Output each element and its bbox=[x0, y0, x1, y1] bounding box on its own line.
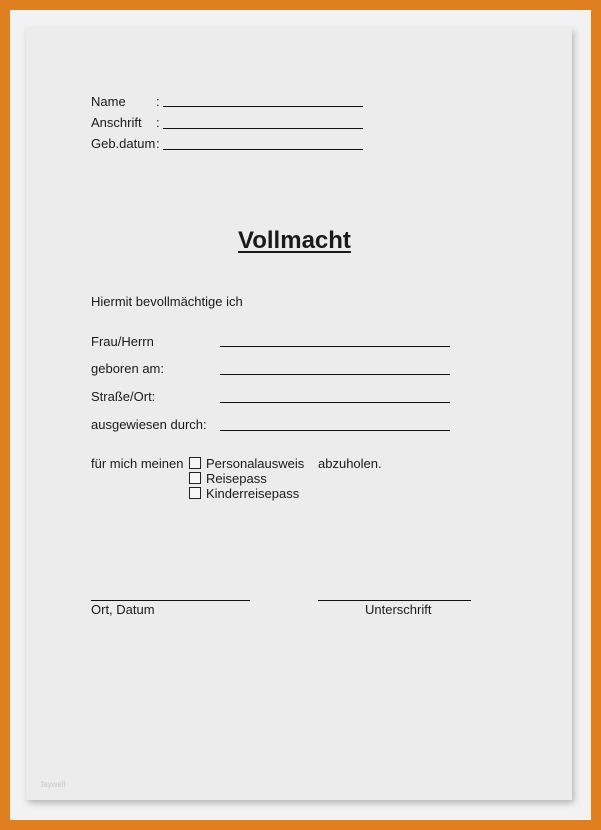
unterschrift-label: Unterschrift bbox=[365, 602, 432, 617]
personalausweis-label: Personalausweis bbox=[206, 456, 305, 471]
ausgewiesen-field[interactable] bbox=[220, 430, 450, 431]
strasse-ort-field[interactable] bbox=[220, 402, 450, 403]
purpose-prefix: für mich meinen bbox=[91, 456, 184, 471]
geboren-am-field[interactable] bbox=[220, 374, 450, 375]
gebdatum-colon: : bbox=[156, 136, 160, 151]
gebdatum-field[interactable] bbox=[163, 149, 363, 150]
personalausweis-checkbox[interactable] bbox=[189, 457, 201, 469]
frau-herrn-field[interactable] bbox=[220, 346, 450, 347]
intro-text: Hiermit bevollmächtige ich bbox=[91, 294, 243, 309]
purpose-suffix: abzuholen. bbox=[318, 456, 382, 471]
page-title: Vollmacht bbox=[238, 227, 351, 254]
gebdatum-label: Geb.datum bbox=[91, 136, 156, 151]
geboren-am-label: geboren am: bbox=[91, 361, 164, 376]
kinderreisepass-checkbox[interactable] bbox=[189, 487, 201, 499]
name-colon: : bbox=[156, 94, 160, 109]
anschrift-field[interactable] bbox=[163, 128, 363, 129]
ort-datum-line[interactable] bbox=[91, 600, 250, 601]
frau-herrn-label: Frau/Herrn bbox=[91, 334, 154, 349]
kinderreisepass-label: Kinderreisepass bbox=[206, 486, 300, 501]
anschrift-label: Anschrift bbox=[91, 115, 142, 130]
anschrift-colon: : bbox=[156, 115, 160, 130]
name-label: Name bbox=[91, 94, 126, 109]
ort-datum-label: Ort, Datum bbox=[91, 602, 155, 617]
reisepass-label: Reisepass bbox=[206, 471, 267, 486]
watermark: faywell bbox=[41, 780, 66, 789]
name-field[interactable] bbox=[163, 106, 363, 107]
unterschrift-line[interactable] bbox=[318, 600, 471, 601]
reisepass-checkbox[interactable] bbox=[189, 472, 201, 484]
strasse-ort-label: Straße/Ort: bbox=[91, 389, 156, 404]
ausgewiesen-label: ausgewiesen durch: bbox=[91, 417, 207, 432]
